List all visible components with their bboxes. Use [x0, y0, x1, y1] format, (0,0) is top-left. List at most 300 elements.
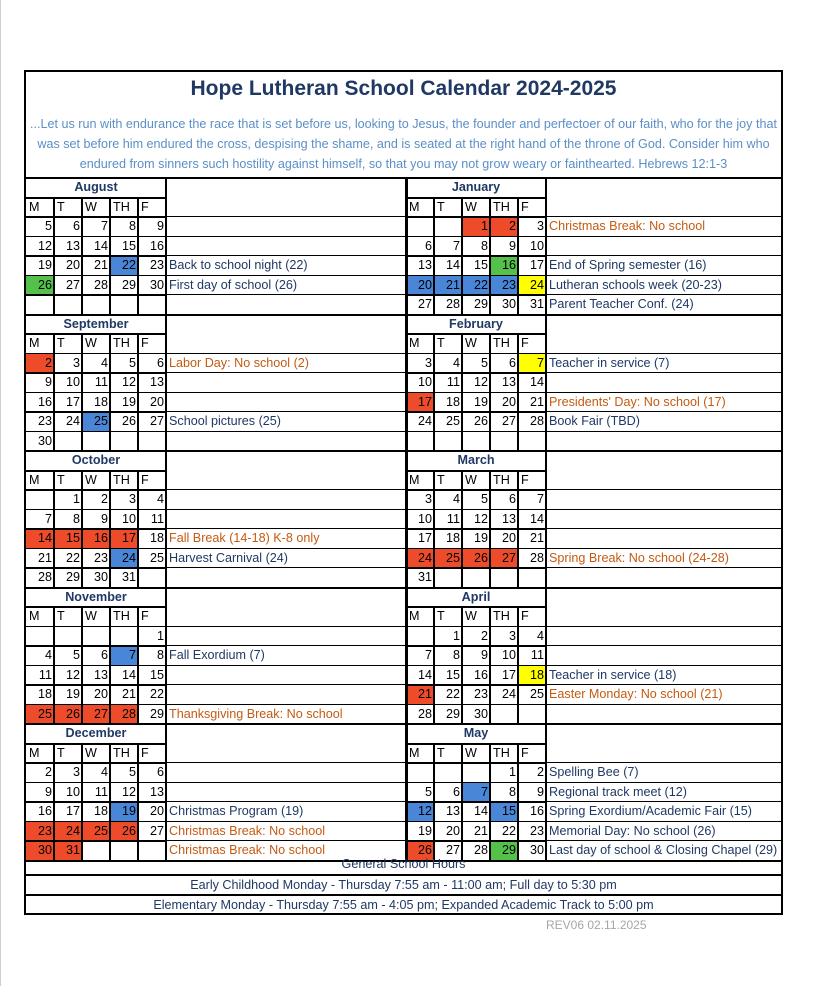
day-cell: 19 — [417, 823, 432, 838]
day-cell: 3 — [508, 628, 516, 643]
event-label — [166, 237, 406, 257]
day-cell: 17 — [110, 529, 138, 549]
event-label: Spring Exordium/Academic Fair (15) — [549, 804, 752, 818]
weekday-header: TH — [113, 336, 130, 350]
grid-line — [26, 372, 166, 374]
day-cell: 7 — [518, 354, 546, 374]
grid-line — [26, 762, 166, 764]
weekday-header: F — [521, 199, 529, 214]
day-cell: 26 — [54, 705, 82, 725]
day-divider — [109, 334, 111, 451]
day-cell: 4 — [156, 492, 164, 506]
grid-line — [26, 255, 166, 257]
month-name: September — [63, 316, 129, 331]
day-cell: 15 — [445, 667, 460, 682]
event-label — [166, 783, 406, 803]
day-cell: 19 — [473, 531, 488, 545]
month-name: February — [449, 316, 503, 331]
weekday-header: W — [465, 472, 477, 487]
day-cell: 9 — [100, 511, 108, 526]
weekday-header: TH — [493, 472, 510, 487]
day-cell: 20 — [501, 531, 516, 545]
event-label: Memorial Day: No school (26) — [549, 823, 716, 838]
day-cell — [518, 432, 546, 452]
day-cell: 15 — [149, 667, 164, 682]
day-cell — [406, 432, 434, 452]
day-cell: 5 — [424, 784, 432, 799]
day-cell: 21 — [473, 823, 488, 838]
day-divider — [53, 607, 55, 724]
day-cell: 30 — [149, 277, 164, 292]
day-cell: 12 — [473, 511, 488, 526]
day-cell: 13 — [501, 511, 516, 526]
events-divider — [165, 588, 167, 725]
day-cell: 22 — [445, 687, 460, 701]
hours-early-childhood: Early Childhood Monday - Thursday 7:55 am - 11:00 am; Full day to 5:30 pm — [26, 874, 781, 893]
day-cell: 1 — [508, 765, 516, 779]
day-cell: 12 — [473, 375, 488, 389]
day-cell: 18 — [93, 804, 108, 818]
day-cell: 13 — [149, 784, 164, 799]
day-cell — [490, 568, 518, 588]
day-cell: 27 — [149, 414, 164, 428]
day-cell: 19 — [110, 802, 138, 822]
day-divider — [53, 744, 55, 861]
day-cell: 8 — [72, 511, 80, 526]
month-rule — [26, 197, 166, 199]
grid-line — [26, 782, 166, 784]
event-label — [166, 763, 406, 783]
day-cell: 28 — [445, 297, 460, 311]
grid-line — [26, 840, 166, 842]
grid-line — [406, 567, 546, 569]
day-divider — [109, 471, 111, 588]
day-cell: 1 — [72, 492, 80, 506]
day-cell: 12 — [121, 375, 136, 389]
weekday-header: TH — [113, 745, 130, 760]
day-divider — [461, 471, 463, 588]
grid-line — [406, 353, 546, 355]
grid-line — [166, 704, 406, 705]
grid-line — [26, 275, 166, 277]
grid-line — [166, 489, 406, 490]
day-cell — [462, 432, 490, 452]
day-cell — [138, 432, 166, 452]
day-cell: 17 — [65, 394, 80, 409]
day-cell: 29 — [490, 841, 518, 861]
day-cell: 30 — [529, 843, 544, 857]
day-cell: 11 — [446, 511, 460, 526]
grid-line — [166, 411, 406, 412]
day-cell: 24 — [110, 549, 138, 569]
day-cell — [138, 295, 166, 315]
grid-line — [406, 704, 546, 706]
day-cell: 20 — [149, 804, 164, 818]
day-cell: 20 — [93, 687, 108, 701]
day-cell: 3 — [424, 355, 432, 370]
grid-line — [166, 567, 406, 568]
day-cell: 20 — [445, 823, 460, 838]
day-cell: 25 — [445, 414, 460, 428]
day-cell: 22 — [65, 550, 80, 565]
day-cell: 25 — [82, 412, 110, 432]
day-cell: 18 — [445, 394, 460, 409]
weekday-header: F — [141, 199, 149, 214]
day-cell: 2 — [100, 492, 108, 506]
event-label: Back to school night (22) — [169, 258, 308, 272]
day-cell: 5 — [72, 648, 80, 662]
day-cell: 26 — [406, 841, 434, 861]
day-cell: 15 — [121, 238, 136, 253]
day-divider — [81, 198, 83, 315]
weekday-header: TH — [113, 199, 130, 214]
day-cell — [462, 568, 490, 588]
grid-line — [546, 275, 781, 276]
day-cell — [518, 568, 546, 588]
day-cell: 6 — [424, 238, 432, 253]
day-cell: 14 — [473, 804, 488, 818]
day-cell: 16 — [490, 256, 518, 276]
weekday-header: W — [85, 336, 97, 350]
hours-heading: General School Hours — [341, 857, 466, 871]
grid-line — [166, 216, 406, 217]
day-cell — [82, 432, 110, 452]
event-label — [166, 393, 406, 413]
weekday-header: M — [29, 745, 40, 760]
day-cell: 13 — [417, 258, 432, 272]
day-cell: 28 — [529, 414, 544, 428]
day-cell: 5 — [128, 765, 136, 779]
day-cell: 3 — [72, 765, 80, 779]
day-cell: 23 — [149, 258, 164, 272]
day-cell: 8 — [128, 219, 136, 233]
month-rule — [26, 743, 166, 745]
day-cell: 11 — [530, 648, 544, 662]
day-cell: 9 — [44, 784, 52, 799]
grid-line — [406, 782, 546, 784]
day-cell: 17 — [529, 258, 544, 272]
day-cell: 29 — [121, 277, 136, 292]
weekday-header: W — [85, 472, 97, 487]
event-label: Harvest Carnival (24) — [169, 550, 288, 565]
day-cell: 10 — [121, 511, 136, 526]
scripture-verse: ...Let us run with endurance the race that is set before us, looking to Jesus, the founder and perfectoer of our faith, who for the joy that was set before him endured the cross, despising the shame, and is seated at the right hand of the throne of God. Consider him who endured from sinners such hostility against himself, so that you may not grow weary or fainthearted. Hebrews 12:1-3 — [30, 117, 777, 171]
event-label — [166, 217, 406, 237]
day-cell: 13 — [501, 375, 516, 389]
grid-line — [406, 801, 546, 803]
day-divider — [461, 198, 463, 315]
day-cell — [406, 627, 434, 647]
grid-line — [166, 528, 406, 529]
event-label — [546, 705, 781, 725]
day-cell: 6 — [100, 648, 108, 662]
day-cell: 26 — [462, 549, 490, 569]
day-cell: 26 — [26, 276, 54, 296]
day-cell: 10 — [417, 511, 432, 526]
day-cell: 14 — [417, 667, 432, 682]
day-cell: 9 — [156, 219, 164, 233]
weekday-header: W — [85, 745, 97, 760]
day-cell — [54, 295, 82, 315]
grid-line — [406, 236, 546, 238]
day-cell: 15 — [473, 258, 488, 272]
day-cell: 2 — [536, 765, 544, 779]
day-cell: 14 — [529, 375, 544, 389]
events-divider — [165, 178, 167, 315]
day-cell: 6 — [72, 219, 80, 233]
grid-line — [406, 840, 546, 842]
day-cell — [434, 763, 462, 783]
day-divider — [433, 471, 435, 588]
day-cell: 6 — [508, 492, 516, 506]
grid-line — [26, 684, 166, 686]
day-cell — [490, 432, 518, 452]
day-cell — [82, 295, 110, 315]
day-divider — [489, 744, 491, 861]
day-cell: 14 — [121, 667, 136, 682]
block-border — [26, 587, 781, 589]
day-cell: 19 — [65, 687, 80, 701]
day-cell: 25 — [434, 549, 462, 569]
day-cell: 8 — [156, 648, 164, 662]
day-cell: 30 — [26, 841, 54, 861]
page-title: Hope Lutheran School Calendar 2024-2025 — [190, 77, 617, 100]
event-label — [166, 295, 406, 315]
day-cell: 4 — [452, 492, 460, 506]
event-label: First day of school (26) — [169, 277, 298, 292]
day-divider — [109, 607, 111, 724]
day-cell: 25 — [529, 687, 544, 701]
day-cell: 18 — [518, 666, 546, 686]
month-name: April — [461, 589, 491, 604]
day-cell: 13 — [93, 667, 108, 682]
weekday-header: M — [409, 336, 420, 350]
weekday-header: F — [521, 745, 529, 760]
day-cell: 8 — [508, 784, 516, 799]
grid-line — [166, 509, 406, 510]
month-rule — [406, 606, 546, 608]
day-cell: 7 — [536, 492, 544, 506]
day-divider — [433, 744, 435, 861]
day-cell: 24 — [65, 414, 80, 428]
grid-line — [26, 216, 166, 218]
day-cell: 30 — [473, 706, 488, 721]
weekday-header: M — [409, 609, 420, 623]
day-cell: 29 — [65, 570, 80, 584]
grid-line — [546, 431, 781, 432]
day-cell: 8 — [480, 238, 488, 253]
day-cell: 19 — [473, 394, 488, 409]
event-label: Fall Exordium (7) — [169, 648, 265, 662]
day-cell: 17 — [406, 393, 434, 413]
event-label — [546, 646, 781, 666]
event-label: Parent Teacher Conf. (24) — [549, 297, 694, 311]
events-divider — [545, 724, 547, 861]
day-divider — [137, 334, 139, 451]
day-cell: 27 — [490, 549, 518, 569]
event-label: Spring Break: No school (24-28) — [549, 550, 729, 565]
block-border — [26, 450, 781, 452]
day-cell: 6 — [452, 784, 460, 799]
day-cell: 28 — [529, 550, 544, 565]
day-cell: 31 — [121, 570, 136, 584]
day-cell: 21 — [93, 258, 108, 272]
day-cell: 28 — [417, 706, 432, 721]
weekday-header: T — [57, 336, 65, 350]
block-border — [26, 177, 781, 179]
weekday-header: W — [85, 199, 97, 214]
grid-line — [166, 372, 406, 373]
month-name: November — [65, 589, 127, 604]
event-label — [166, 666, 406, 686]
day-cell: 18 — [445, 531, 460, 545]
weekday-header: F — [141, 745, 149, 760]
event-label — [546, 432, 781, 452]
event-label: End of Spring semester (16) — [549, 258, 707, 272]
day-cell: 23 — [529, 823, 544, 838]
day-cell: 7 — [110, 646, 138, 666]
weekday-header: W — [85, 609, 97, 623]
day-cell: 29 — [445, 706, 460, 721]
day-cell: 16 — [82, 529, 110, 549]
event-label: Labor Day: No school (2) — [169, 355, 309, 370]
day-cell: 29 — [149, 706, 164, 721]
event-label — [546, 237, 781, 257]
event-label — [166, 490, 406, 510]
day-cell: 27 — [445, 843, 460, 857]
grid-line — [26, 645, 166, 647]
weekday-header: M — [29, 199, 40, 214]
day-cell: 30 — [37, 433, 52, 448]
grid-line — [546, 411, 781, 412]
weekday-header: TH — [493, 336, 510, 350]
day-cell: 3 — [72, 355, 80, 370]
day-cell: 27 — [82, 705, 110, 725]
day-cell: 19 — [37, 258, 52, 272]
event-label: Easter Monday: No school (21) — [549, 687, 723, 701]
day-cell: 28 — [473, 843, 488, 857]
event-label: Teacher in service (7) — [549, 355, 670, 370]
day-cell: 9 — [536, 784, 544, 799]
month-name: March — [457, 453, 495, 467]
day-cell: 7 — [424, 648, 432, 662]
event-label: Regional track meet (12) — [549, 784, 687, 799]
day-divider — [433, 198, 435, 315]
grid-line — [546, 548, 781, 549]
day-divider — [109, 744, 111, 861]
day-divider — [109, 198, 111, 315]
day-cell: 18 — [93, 394, 108, 409]
day-cell: 11 — [94, 784, 108, 799]
day-cell — [434, 217, 462, 237]
event-label: Christmas Program (19) — [169, 804, 304, 818]
day-cell: 9 — [44, 375, 52, 389]
day-cell: 14 — [93, 238, 108, 253]
grid-line — [26, 411, 166, 413]
grid-line — [406, 665, 546, 667]
grid-line — [26, 821, 166, 823]
day-cell: 14 — [529, 511, 544, 526]
day-cell: 29 — [473, 297, 488, 311]
weekday-header: F — [521, 609, 529, 623]
month-name: May — [463, 726, 489, 740]
grid-line — [26, 626, 166, 628]
page-edge — [0, 0, 1, 986]
day-cell: 9 — [480, 648, 488, 662]
day-cell — [110, 432, 138, 452]
grid-line — [546, 489, 781, 490]
grid-line — [546, 255, 781, 256]
day-divider — [489, 198, 491, 315]
day-cell: 13 — [65, 238, 80, 253]
block-border — [26, 314, 781, 316]
day-cell: 23 — [93, 550, 108, 565]
month-rule — [26, 333, 166, 335]
day-cell: 12 — [65, 667, 80, 682]
day-cell: 2 — [44, 765, 52, 779]
grid-line — [406, 489, 546, 491]
day-cell: 31 — [417, 570, 432, 584]
day-cell: 23 — [473, 687, 488, 701]
day-cell: 17 — [501, 667, 516, 682]
day-cell: 21 — [121, 687, 136, 701]
grid-line — [406, 216, 546, 218]
event-label — [166, 373, 406, 393]
day-cell: 10 — [501, 648, 516, 662]
grid-line — [546, 294, 781, 295]
day-cell: 14 — [26, 529, 54, 549]
day-cell: 10 — [65, 784, 80, 799]
day-divider — [517, 334, 519, 451]
grid-line — [166, 782, 406, 783]
weekday-header: T — [437, 336, 445, 350]
day-cell: 31 — [529, 297, 544, 311]
event-label: Fall Break (14-18) K-8 only — [169, 531, 320, 545]
grid-line — [166, 294, 406, 295]
grid-line — [166, 626, 406, 627]
weekday-header: T — [57, 199, 65, 214]
grid-line — [406, 762, 546, 764]
day-cell: 12 — [37, 238, 52, 253]
weekday-header: TH — [493, 609, 510, 623]
day-cell: 4 — [44, 648, 52, 662]
day-cell: 24 — [417, 414, 432, 428]
event-label: Christmas Break: No school — [169, 843, 326, 857]
grid-line — [546, 528, 781, 529]
event-label — [546, 373, 781, 393]
day-cell: 16 — [529, 804, 544, 818]
day-cell: 7 — [100, 219, 108, 233]
day-cell: 13 — [149, 375, 164, 389]
grid-line — [406, 528, 546, 530]
weekday-header: TH — [113, 609, 130, 623]
grid-line — [406, 626, 546, 628]
day-cell: 14 — [445, 258, 460, 272]
day-cell: 5 — [44, 219, 52, 233]
day-cell: 22 — [110, 256, 138, 276]
grid-line — [166, 275, 406, 276]
month-name: December — [65, 726, 127, 740]
day-divider — [53, 198, 55, 315]
day-cell: 22 — [149, 687, 164, 701]
weekday-header: F — [141, 472, 149, 487]
day-cell — [462, 763, 490, 783]
day-cell — [406, 763, 434, 783]
grid-line — [546, 704, 781, 705]
day-cell: 28 — [93, 277, 108, 292]
month-name: August — [74, 180, 118, 194]
month-rule — [406, 470, 546, 472]
